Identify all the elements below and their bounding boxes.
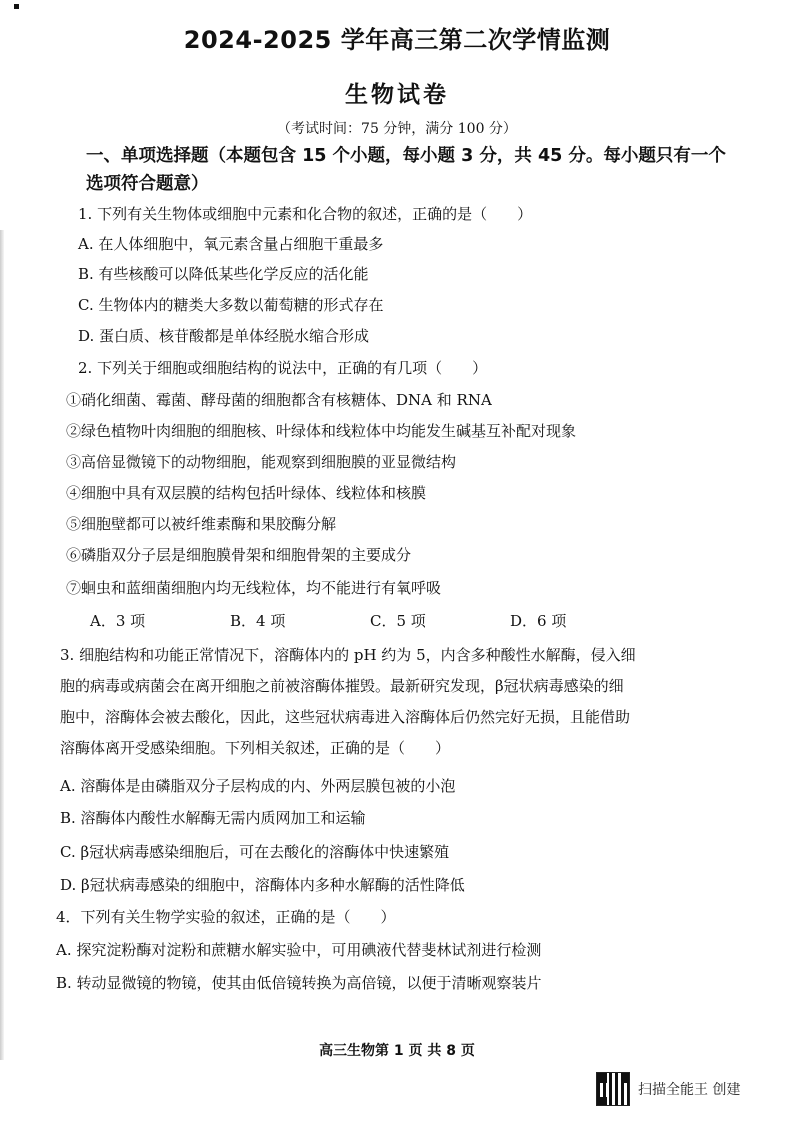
scan-edge-shadow	[0, 230, 4, 1060]
question-2-option-b: B．4 项	[230, 612, 286, 630]
question-1-option-a: A. 在人体细胞中，氧元素含量占细胞干重最多	[78, 235, 384, 253]
question-2-statement-6: ⑥磷脂双分子层是细胞膜骨架和细胞骨架的主要成分	[66, 546, 412, 564]
question-3-stem-line-4: 溶酶体离开受感染细胞。下列相关叙述，正确的是（ ）	[60, 739, 451, 757]
scanner-watermark	[596, 1072, 740, 1106]
question-2-statement-5: ⑤细胞壁都可以被纤维素酶和果胶酶分解	[66, 515, 337, 533]
scanner-label: 扫描全能王 创建	[638, 1082, 741, 1098]
question-1-option-b: B. 有些核酸可以降低某些化学反应的活化能	[78, 265, 369, 283]
question-4-stem: 4．下列有关生物学实验的叙述，正确的是（ ）	[56, 908, 396, 926]
question-2-option-d: D．6 项	[510, 612, 567, 630]
question-3-option-d: D. β冠状病毒感染的细胞中，溶酶体内多种水解酶的活性降低	[60, 876, 465, 894]
question-2-option-c: C．5 项	[370, 612, 426, 630]
page-number: 高三生物第 1 页 共 8 页	[319, 1043, 475, 1059]
question-3-stem-line-2: 胞的病毒或病菌会在离开细胞之前被溶酶体摧毁。最新研究发现，β冠状病毒感染的细	[60, 677, 624, 695]
question-1-stem: 1. 下列有关生物体或细胞中元素和化合物的叙述，正确的是（ ）	[78, 205, 533, 223]
corner-mark	[14, 4, 19, 9]
question-1-option-d: D. 蛋白质、核苷酸都是单体经脱水缩合形成	[78, 327, 370, 345]
exam-subject: 生物试卷	[345, 82, 449, 108]
question-2-options	[90, 611, 650, 631]
question-2-statement-4: ④细胞中具有双层膜的结构包括叶绿体、线粒体和核膜	[66, 484, 427, 502]
question-2-option-a: A．3 项	[90, 612, 146, 630]
question-3-option-c: C. β冠状病毒感染细胞后，可在去酸化的溶酶体中快速繁殖	[60, 843, 450, 861]
question-3-option-b: B. 溶酶体内酸性水解酶无需内质网加工和运输	[60, 809, 366, 827]
exam-info: （考试时间：75 分钟，满分 100 分）	[277, 121, 517, 137]
question-1-option-c: C. 生物体内的糖类大多数以葡萄糖的形式存在	[78, 296, 384, 314]
question-3-stem-line-1: 3. 细胞结构和功能正常情况下，溶酶体内的 pH 约为 5，内含多种酸性水解酶，侵入细	[60, 646, 636, 664]
question-4-option-b: B. 转动显微镜的物镜，使其由低倍镜转换为高倍镜，以便于清晰观察装片	[56, 974, 542, 992]
qr-code-icon	[596, 1072, 630, 1106]
exam-title: 2024-2025 学年高三第二次学情监测	[183, 26, 611, 54]
question-2-statement-7: ⑦蛔虫和蓝细菌细胞内均无线粒体，均不能进行有氧呼吸	[66, 579, 442, 597]
section-heading: 一、单项选择题（本题包含 15 个小题，每小题 3 分，共 45 分。每小题只有一个选项符合题意）	[86, 146, 726, 194]
question-2-stem: 2. 下列关于细胞或细胞结构的说法中，正确的有几项（ ）	[78, 359, 488, 377]
question-2-statement-2: ②绿色植物叶肉细胞的细胞核、叶绿体和线粒体中均能发生碱基互补配对现象	[66, 422, 577, 440]
question-2-statement-1: ①硝化细菌、霉菌、酵母菌的细胞都含有核糖体、DNA 和 RNA	[66, 391, 492, 409]
question-3-option-a: A. 溶酶体是由磷脂双分子层构成的内、外两层膜包被的小泡	[60, 777, 456, 795]
question-2-statement-3: ③高倍显微镜下的动物细胞，能观察到细胞膜的亚显微结构	[66, 453, 457, 471]
question-3-stem-line-3: 胞中，溶酶体会被去酸化，因此，这些冠状病毒进入溶酶体后仍然完好无损，且能借助	[60, 708, 631, 726]
question-4-option-a: A. 探究淀粉酶对淀粉和蔗糖水解实验中，可用碘液代替斐林试剂进行检测	[56, 941, 542, 959]
